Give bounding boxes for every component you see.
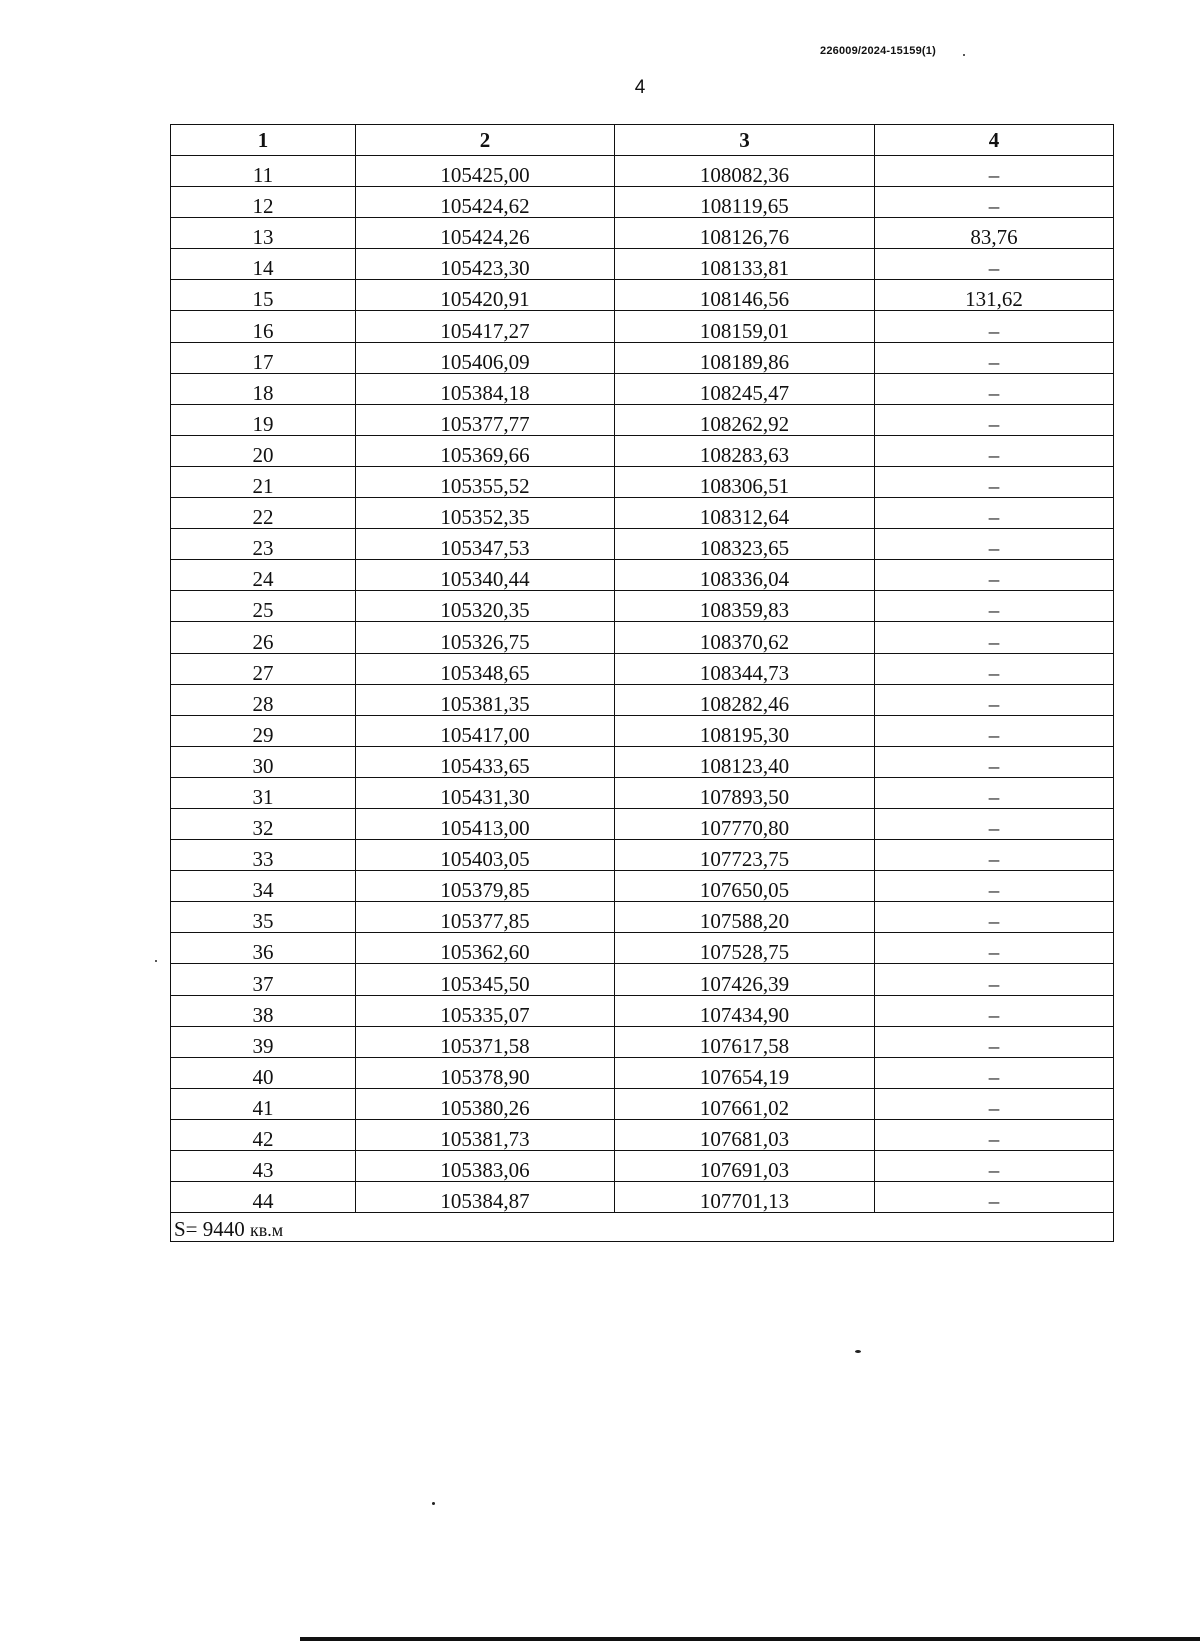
table-cell-col-1: 12 [171, 187, 356, 218]
table-row [171, 715, 1114, 746]
table-cell-col-4: – [875, 1088, 1114, 1119]
table-cell-col-3: 107588,20 [615, 902, 875, 933]
table-cell-col-3: 108119,65 [615, 187, 875, 218]
table-cell-col-1: 15 [171, 280, 356, 311]
table-cell-col-2: 105348,65 [356, 653, 615, 684]
table-row [171, 871, 1114, 902]
table-cell-col-2: 105335,07 [356, 995, 615, 1026]
table-row [171, 280, 1114, 311]
table-cell-col-4: – [875, 249, 1114, 280]
table-cell-col-2: 105381,73 [356, 1119, 615, 1150]
total-area-cell [171, 1213, 1114, 1242]
table-cell-col-3: 108123,40 [615, 746, 875, 777]
table-cell-col-3: 108344,73 [615, 653, 875, 684]
table-cell-col-1: 24 [171, 560, 356, 591]
table-cell-col-2: 105369,66 [356, 435, 615, 466]
table-cell-col-1: 18 [171, 373, 356, 404]
table-cell-col-2: 105424,26 [356, 218, 615, 249]
table-cell-col-2: 105384,87 [356, 1182, 615, 1213]
table-cell-col-4: – [875, 529, 1114, 560]
table-cell-col-2: 105423,30 [356, 249, 615, 280]
table-row [171, 498, 1114, 529]
table-cell-col-1: 17 [171, 342, 356, 373]
table-cell-col-1: 44 [171, 1182, 356, 1213]
table-cell-col-3: 107434,90 [615, 995, 875, 1026]
table-body [171, 156, 1114, 1213]
total-area-unit: кв.м [250, 1220, 284, 1241]
table-cell-col-1: 26 [171, 622, 356, 653]
table-row [171, 622, 1114, 653]
table-row [171, 529, 1114, 560]
table-cell-col-1: 31 [171, 777, 356, 808]
total-area-value: S= 9440 [174, 1217, 245, 1242]
table-row [171, 249, 1114, 280]
table-cell-col-4: – [875, 684, 1114, 715]
table-cell-col-2: 105345,50 [356, 964, 615, 995]
table-cell-col-1: 13 [171, 218, 356, 249]
table-cell-col-4: – [875, 995, 1114, 1026]
table-cell-col-3: 108189,86 [615, 342, 875, 373]
table-row [171, 684, 1114, 715]
table-cell-col-3: 108312,64 [615, 498, 875, 529]
table-cell-col-4: – [875, 746, 1114, 777]
table-row [171, 591, 1114, 622]
table-cell-col-4: – [875, 373, 1114, 404]
table-cell-col-1: 38 [171, 995, 356, 1026]
table-cell-col-1: 22 [171, 498, 356, 529]
table-cell-col-4: – [875, 871, 1114, 902]
document-registry-number: 226009/2024-15159(1) [820, 45, 936, 57]
table-row [171, 1088, 1114, 1119]
table-cell-col-4: – [875, 560, 1114, 591]
table-row [171, 435, 1114, 466]
table-cell-col-2: 105320,35 [356, 591, 615, 622]
table-cell-col-2: 105377,77 [356, 404, 615, 435]
table-cell-col-1: 23 [171, 529, 356, 560]
table-cell-col-3: 107681,03 [615, 1119, 875, 1150]
column-header-2: 2 [356, 125, 615, 156]
table-cell-col-3: 107723,75 [615, 840, 875, 871]
table-cell-col-3: 107654,19 [615, 1057, 875, 1088]
table-cell-col-1: 16 [171, 311, 356, 342]
table-cell-col-2: 105379,85 [356, 871, 615, 902]
table-cell-col-2: 105417,00 [356, 715, 615, 746]
table-cell-col-1: 40 [171, 1057, 356, 1088]
table-cell-col-2: 105377,85 [356, 902, 615, 933]
table-row [171, 964, 1114, 995]
table-cell-col-1: 11 [171, 156, 356, 187]
table-cell-col-2: 105326,75 [356, 622, 615, 653]
table-row [171, 746, 1114, 777]
table-cell-col-4: – [875, 404, 1114, 435]
table-cell-col-3: 107770,80 [615, 808, 875, 839]
table-cell-col-4: – [875, 1026, 1114, 1057]
table-cell-col-2: 105381,35 [356, 684, 615, 715]
table-cell-col-4: – [875, 653, 1114, 684]
table-cell-col-3: 108336,04 [615, 560, 875, 591]
table-cell-col-4: – [875, 840, 1114, 871]
table-cell-col-1: 43 [171, 1151, 356, 1182]
table-cell-col-4: 83,76 [875, 218, 1114, 249]
table-cell-col-2: 105384,18 [356, 373, 615, 404]
page-number: 4 [634, 77, 646, 98]
table-cell-col-3: 107650,05 [615, 871, 875, 902]
table-cell-col-2: 105355,52 [356, 466, 615, 497]
table-cell-col-3: 108133,81 [615, 249, 875, 280]
table-cell-col-2: 105347,53 [356, 529, 615, 560]
table-cell-col-1: 27 [171, 653, 356, 684]
table-cell-col-2: 105380,26 [356, 1088, 615, 1119]
table-cell-col-3: 107661,02 [615, 1088, 875, 1119]
table-cell-col-2: 105424,62 [356, 187, 615, 218]
table-row [171, 808, 1114, 839]
table-cell-col-4: – [875, 435, 1114, 466]
table-row [171, 404, 1114, 435]
table-cell-col-4: – [875, 311, 1114, 342]
table-cell-col-4: – [875, 591, 1114, 622]
table-cell-col-1: 33 [171, 840, 356, 871]
table-row [171, 218, 1114, 249]
table-row [171, 840, 1114, 871]
table-cell-col-3: 108370,62 [615, 622, 875, 653]
table-cell-col-2: 105425,00 [356, 156, 615, 187]
table-cell-col-2: 105383,06 [356, 1151, 615, 1182]
table-cell-col-1: 39 [171, 1026, 356, 1057]
table-cell-col-1: 14 [171, 249, 356, 280]
table-row [171, 1026, 1114, 1057]
table-cell-col-3: 107426,39 [615, 964, 875, 995]
table-cell-col-3: 108082,36 [615, 156, 875, 187]
scan-bottom-edge [300, 1637, 1200, 1641]
table-cell-col-2: 105352,35 [356, 498, 615, 529]
table-cell-col-2: 105378,90 [356, 1057, 615, 1088]
table-row [171, 902, 1114, 933]
table-cell-col-1: 28 [171, 684, 356, 715]
table-cell-col-2: 105431,30 [356, 777, 615, 808]
table-cell-col-2: 105413,00 [356, 808, 615, 839]
table-cell-col-1: 32 [171, 808, 356, 839]
table-cell-col-3: 107617,58 [615, 1026, 875, 1057]
table-cell-col-4: – [875, 1151, 1114, 1182]
table-cell-col-1: 20 [171, 435, 356, 466]
table-cell-col-1: 35 [171, 902, 356, 933]
table-cell-col-2: 105433,65 [356, 746, 615, 777]
table-row [171, 1119, 1114, 1150]
table-cell-col-3: 108159,01 [615, 311, 875, 342]
table-cell-col-4: – [875, 1057, 1114, 1088]
table-row [171, 311, 1114, 342]
table-cell-col-4: – [875, 933, 1114, 964]
coordinates-table [170, 124, 1114, 1242]
table-row [171, 1151, 1114, 1182]
table-cell-col-4: – [875, 466, 1114, 497]
table-cell-col-4: – [875, 342, 1114, 373]
table-row [171, 777, 1114, 808]
column-header-1: 1 [171, 125, 356, 156]
table-row [171, 373, 1114, 404]
table-cell-col-4: – [875, 964, 1114, 995]
table-cell-col-1: 29 [171, 715, 356, 746]
table-cell-col-2: 105371,58 [356, 1026, 615, 1057]
table-cell-col-4: – [875, 1119, 1114, 1150]
table-row [171, 653, 1114, 684]
table-cell-col-4: – [875, 777, 1114, 808]
table-cell-col-3: 108283,63 [615, 435, 875, 466]
table-cell-col-2: 105340,44 [356, 560, 615, 591]
scan-speck [963, 54, 965, 56]
table-cell-col-4: – [875, 156, 1114, 187]
table-row [171, 933, 1114, 964]
table-cell-col-1: 37 [171, 964, 356, 995]
table-row [171, 466, 1114, 497]
table-cell-col-2: 105417,27 [356, 311, 615, 342]
table-header-row [171, 125, 1114, 156]
table-cell-col-1: 36 [171, 933, 356, 964]
table-cell-col-3: 108195,30 [615, 715, 875, 746]
table-cell-col-4: 131,62 [875, 280, 1114, 311]
column-header-4: 4 [875, 125, 1114, 156]
table-cell-col-3: 107893,50 [615, 777, 875, 808]
table-cell-col-2: 105420,91 [356, 280, 615, 311]
table-cell-col-3: 108245,47 [615, 373, 875, 404]
table-cell-col-3: 108359,83 [615, 591, 875, 622]
total-area-row [171, 1213, 1114, 1242]
table-cell-col-1: 21 [171, 466, 356, 497]
table-cell-col-3: 107701,13 [615, 1182, 875, 1213]
table-cell-col-3: 108282,46 [615, 684, 875, 715]
table-row [171, 1057, 1114, 1088]
table-row [171, 187, 1114, 218]
table-cell-col-2: 105362,60 [356, 933, 615, 964]
table-cell-col-4: – [875, 808, 1114, 839]
table-row [171, 560, 1114, 591]
table-row [171, 1182, 1114, 1213]
scan-speck [155, 960, 157, 962]
table-cell-col-3: 108323,65 [615, 529, 875, 560]
table-cell-col-1: 25 [171, 591, 356, 622]
table-cell-col-4: – [875, 187, 1114, 218]
scan-speck [432, 1502, 435, 1505]
scan-speck [855, 1350, 861, 1353]
table-row [171, 995, 1114, 1026]
table-cell-col-1: 42 [171, 1119, 356, 1150]
table-cell-col-4: – [875, 622, 1114, 653]
table-cell-col-1: 30 [171, 746, 356, 777]
table-cell-col-4: – [875, 715, 1114, 746]
table-cell-col-4: – [875, 1182, 1114, 1213]
table-cell-col-3: 107691,03 [615, 1151, 875, 1182]
table-cell-col-3: 108146,56 [615, 280, 875, 311]
table-cell-col-3: 107528,75 [615, 933, 875, 964]
table-cell-col-2: 105406,09 [356, 342, 615, 373]
table-cell-col-1: 41 [171, 1088, 356, 1119]
table-cell-col-3: 108126,76 [615, 218, 875, 249]
table-cell-col-1: 19 [171, 404, 356, 435]
table-cell-col-4: – [875, 498, 1114, 529]
table-cell-col-2: 105403,05 [356, 840, 615, 871]
column-header-3: 3 [615, 125, 875, 156]
table-cell-col-4: – [875, 902, 1114, 933]
table-cell-col-3: 108262,92 [615, 404, 875, 435]
table-cell-col-3: 108306,51 [615, 466, 875, 497]
table-cell-col-1: 34 [171, 871, 356, 902]
table-row [171, 156, 1114, 187]
table-row [171, 342, 1114, 373]
